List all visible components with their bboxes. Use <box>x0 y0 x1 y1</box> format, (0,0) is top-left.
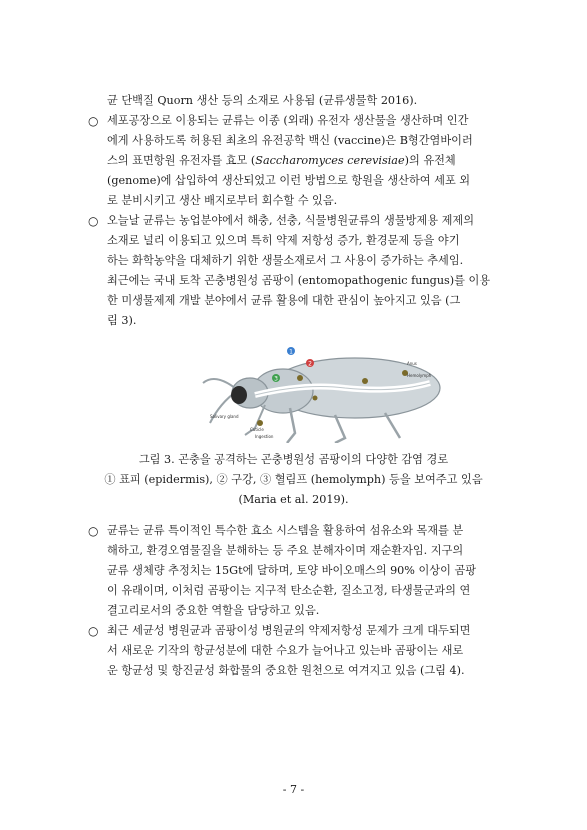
paragraph-3-line-2: 해하고, 환경오염물질을 분해하는 등 주요 분해자이며 재순환자임. 지구의 <box>107 544 464 557</box>
paragraph-2-line-5: 한 미생물제제 개발 분야에서 균류 활용에 대한 관심이 높아지고 있음 (그 <box>107 294 461 307</box>
figure-caption-line-2: ① 표피 (epidermis), ② 구강, ③ 혈림프 (hemolymph) 등을 보여주고 있음 <box>104 473 483 486</box>
paragraph-1-line-4: (genome)에 삽입하여 생산되었고 이런 방법으로 항원을 생산하여 세포 외 <box>107 174 471 187</box>
paragraph-1-line-5: 로 분비시키고 생산 배지로부터 회수할 수 있음. <box>107 194 338 207</box>
insect-infection-figure <box>195 343 445 443</box>
label-hemolymph: Hemolymph <box>407 373 432 378</box>
paragraph-4-line-1: 최근 세균성 병원균과 곰팡이성 병원균의 약제저항성 문제가 크게 대두되면 <box>107 624 471 637</box>
paragraph-3-line-4: 이 유래이며, 이처럼 곰팡이는 지구적 탄소순환, 질소고정, 타생물군과의 연 <box>107 584 471 597</box>
bullet-3: ○ <box>88 524 99 538</box>
paragraph-4-line-2: 서 새로운 기작의 항균성분에 대한 수요가 늘어나고 있는바 곰팡이는 새로 <box>107 644 464 657</box>
paragraph-3-line-1: 균류는 균류 특이적인 특수한 효소 시스템을 활용하여 섬유소와 목재를 분 <box>107 524 464 537</box>
paragraph-3-line-3: 균류 생체량 추정치는 15Gt에 달하며, 토양 바이오매스의 90% 이상이 곰팡 <box>107 564 477 577</box>
bullet-2: ○ <box>88 214 99 228</box>
paragraph-0-line-1: 균 단백질 Quorn 생산 등의 소재로 사용됨 (균류생물학 2016). <box>107 94 418 107</box>
figure-caption-line-3: (Maria et al. 2019). <box>238 493 349 506</box>
marker-3: 3 <box>274 375 278 383</box>
paragraph-1-line-3 <box>107 154 456 168</box>
paragraph-4-line-3: 운 항균성 및 항진균성 화합물의 중요한 원천으로 여겨지고 있음 (그림 4). <box>107 664 465 677</box>
label-anus: Anus <box>407 361 417 366</box>
paragraph-1-line-1: 세포공장으로 이용되는 균류는 이종 (외래) 유전자 생산물을 생산하며 인간 <box>107 114 469 127</box>
marker-2: 2 <box>308 360 312 368</box>
marker-1: 1 <box>289 348 293 356</box>
label-ingestion: Ingestion <box>255 434 274 439</box>
paragraph-2-line-6: 림 3). <box>107 314 137 327</box>
label-cuticle: Cuticle <box>250 427 264 432</box>
page-number: - 7 - <box>282 783 305 796</box>
paragraph-1-line-3-b: )의 유전체 <box>404 154 456 167</box>
paragraph-2-line-2: 소재로 널리 이용되고 있으며 특히 약제 저항성 증가, 환경문제 등을 야기 <box>107 234 460 247</box>
paragraph-2-line-4: 최근에는 국내 토착 곤충병원성 곰팡이 (entomopathogenic fungus)를 이용 <box>107 274 491 287</box>
bullet-1: ○ <box>88 114 99 128</box>
paragraph-3-line-5: 결고리로서의 중요한 역할을 담당하고 있음. <box>107 604 320 617</box>
label-salivary-gland: Salivary gland <box>210 414 239 419</box>
paragraph-2-line-3: 하는 화학농약을 대체하기 위한 생물소재로서 그 사용이 증가하는 추세임. <box>107 254 464 267</box>
bullet-4: ○ <box>88 624 99 638</box>
paragraph-2-line-1: 오늘날 균류는 농업분야에서 해충, 선충, 식물병원균류의 생물방제용 제제의 <box>107 214 475 227</box>
species-name: Saccharomyces cerevisiae <box>255 154 405 167</box>
paragraph-1-line-2: 에게 사용하도록 허용된 최초의 유전공학 백신 (vaccine)은 B형간염바이러 <box>107 134 473 147</box>
paragraph-1-line-3-a: 스의 표면항원 유전자를 효모 ( <box>107 154 256 167</box>
figure-caption-title: 그림 3. 곤충을 공격하는 곤충병원성 곰팡이의 다양한 감염 경로 <box>138 453 449 466</box>
